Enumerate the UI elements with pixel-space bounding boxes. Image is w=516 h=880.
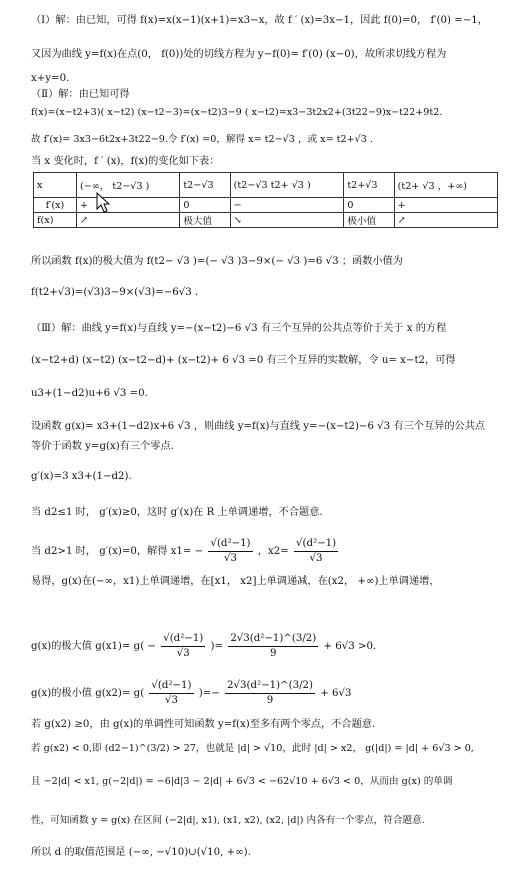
text-line: （Ⅲ）解：曲线 y=f(x)与直线 y=−(x−t2)−6 √3 有三个互异的公共点等价于关于 x 的方程 — [31, 323, 447, 334]
text-line: 且 −2|d| < x1, g(−2|d|) = −6|d|3 − 2|d| + 6√3 < −62√10 + 6√3 < 0，从而由 g(x) 的单调 — [31, 776, 453, 787]
table-cell: + — [77, 198, 180, 213]
text-line: 所以 d 的取值范围是 (−∞, −√10)∪(√10, +∞). — [31, 847, 251, 858]
mouse-cursor-icon — [96, 192, 112, 214]
text-line: 当 x 变化时，f ′ (x)，f(x)的变化如下表： — [31, 156, 220, 167]
text-line: 设函数 g(x)= x3+(1−d2)x+6 √3 ，则曲线 y=f(x)与直线 y=−(x−t2)−6 √3 有三个互异的公共点 — [31, 421, 486, 432]
x1-sign: − — [194, 546, 204, 557]
table-cell: 0 — [344, 198, 394, 213]
text-line: 所以函数 f(x)的极大值为 f(t2− √3 )=(− √3 )3−9×(− √3 )=6 √3 ；函数小值为 — [31, 256, 403, 267]
text-line: f(t2+√3)=(√3)3−9×(√3)=−6√3 . — [31, 287, 199, 298]
x2-numerator: √(d²−1) — [294, 537, 338, 552]
gmin-denominator: √3 — [164, 694, 178, 706]
table-cell: + — [394, 198, 497, 213]
gmax-tail: + 6√3 — [323, 641, 355, 652]
table-cell: t2−√3 — [180, 173, 230, 198]
text-line: 若 g(x2) ≥0，由 g(x)的单调性可知函数 y=f(x)至多有两个零点，不合题意. — [31, 719, 376, 730]
formula-gmin — [31, 672, 501, 716]
text-line: g′(x)=3 x3+(1−d2). — [31, 471, 132, 482]
table-cell: t2+√3 — [344, 173, 394, 198]
table-cell: (t2+ √3 ，+∞) — [394, 173, 497, 198]
text-line: u3+(1−d2)u+6 √3 =0. — [31, 388, 148, 399]
table-cell: 极小值 — [344, 213, 394, 228]
table-cell: f′(x) — [34, 198, 77, 213]
formula-label: g(x)的极大值 g(x1)= g( — [31, 641, 145, 652]
table-row — [34, 213, 498, 228]
text-line: 若 g(x2) < 0,即 (d2−1)^(3/2) > 27，也就是 |d| > √10，此时 |d| > x2， g(|d|) = |d| + 6√3 > 0, — [31, 743, 474, 754]
x2-denominator: √3 — [309, 552, 323, 564]
text-line: （Ⅰ）解：由已知，可得 f(x)=x(x−1)(x+1)=x3−x，故 f ′ (x)=3x−1，因此 f(0)=0， f′(0) =−1， — [31, 15, 488, 26]
gmin-fraction — [149, 679, 193, 708]
gmax-numerator: √(d²−1) — [161, 632, 205, 647]
table-cell: ↗ — [77, 213, 180, 228]
gmin-rhs-numerator: 2√3(d²−1)^(3/2) — [225, 679, 315, 694]
table-cell: ↘ — [230, 213, 344, 228]
table-cell: f(x) — [34, 213, 77, 228]
table-cell: (−∞， t2−√3 ) — [77, 173, 180, 198]
text-line: 又因为曲线 y=f(x)在点(0， f(0))处的切线方程为 y−f(0)= f′(0) (x−0)，故所求切线方程为 — [31, 49, 447, 60]
formula-x1-x2 — [31, 532, 501, 572]
text-line: 易得，g(x)在(−∞，x1)上单调递增，在[x1， x2]上单调递减，在(x2， +∞)上单调递增， — [31, 576, 440, 587]
text-line: f(x)=(x−t2+3)( x−t2) (x−t2−3)=(x−t2)3−9 ( x−t2)=x3−3t2x2+(3t22−9)x−t22+9t2. — [31, 107, 443, 118]
table-cell: ↗ — [394, 213, 497, 228]
text-line: (x−t2+d) (x−t2) (x−t2−d)+ (x−t2)+ 6 √3 =0 有三个互异的实数解，令 u= x−t2，可得 — [31, 355, 456, 366]
formula-gmax — [31, 625, 501, 669]
x2-label: ，x2= — [257, 546, 289, 557]
gmin-close: )=− — [198, 688, 220, 699]
text-line: x+y=0. — [31, 73, 70, 84]
x1-denominator: √3 — [224, 552, 237, 564]
x2-fraction — [294, 537, 338, 566]
formula-label: 当 d2>1 时， g′(x)=0，解得 x1= — [31, 546, 192, 557]
gmax-sign: − — [147, 641, 156, 652]
gmax-rhs-numerator: 2√3(d²−1)^(3/2) — [228, 632, 318, 647]
text-line: 故 f′(x)= 3x3−6t2x+3t22−9.令 f′(x) =0，解得 x= t2−√3 ，或 x= t2+√3 . — [31, 134, 373, 145]
gmax-end: >0. — [357, 641, 377, 652]
text-line: 性，可知函数 y = g(x) 在区间 (−2|d|, x1), (x1, x2), (x2, |d|) 内各有一个零点，符合题意. — [31, 815, 425, 826]
gmax-denominator: √3 — [176, 647, 190, 659]
gmax-fraction — [161, 632, 205, 661]
text-line: 等价于函数 y=g(x)有三个零点. — [31, 441, 174, 452]
gmax-rhs-denominator: 9 — [270, 647, 277, 659]
table-cell: (t2−√3 t2+ √3 ) — [230, 173, 344, 198]
table-cell: − — [230, 198, 344, 213]
text-line: （Ⅱ）解：由已知可得 — [31, 89, 130, 100]
gmax-close: )= — [210, 641, 224, 652]
x1-numerator: √(d²−1) — [208, 537, 252, 552]
formula-label: g(x)的极小值 g(x2)= g( — [31, 688, 145, 699]
gmax-rhs-fraction — [228, 632, 318, 661]
gmin-rhs-denominator: 9 — [266, 694, 274, 706]
table-cell: 0 — [180, 198, 230, 213]
table-cell: x — [34, 173, 77, 198]
x1-fraction — [208, 537, 252, 566]
gmin-rhs-fraction — [225, 679, 315, 708]
gmin-numerator: √(d²−1) — [149, 679, 193, 694]
table-cell: 极大值 — [180, 213, 230, 228]
gmin-tail: + 6√3 — [320, 688, 352, 699]
text-line: 当 d2≤1 时， g′(x)≥0，这时 g′(x)在 R 上单调递增，不合题意. — [31, 507, 323, 518]
